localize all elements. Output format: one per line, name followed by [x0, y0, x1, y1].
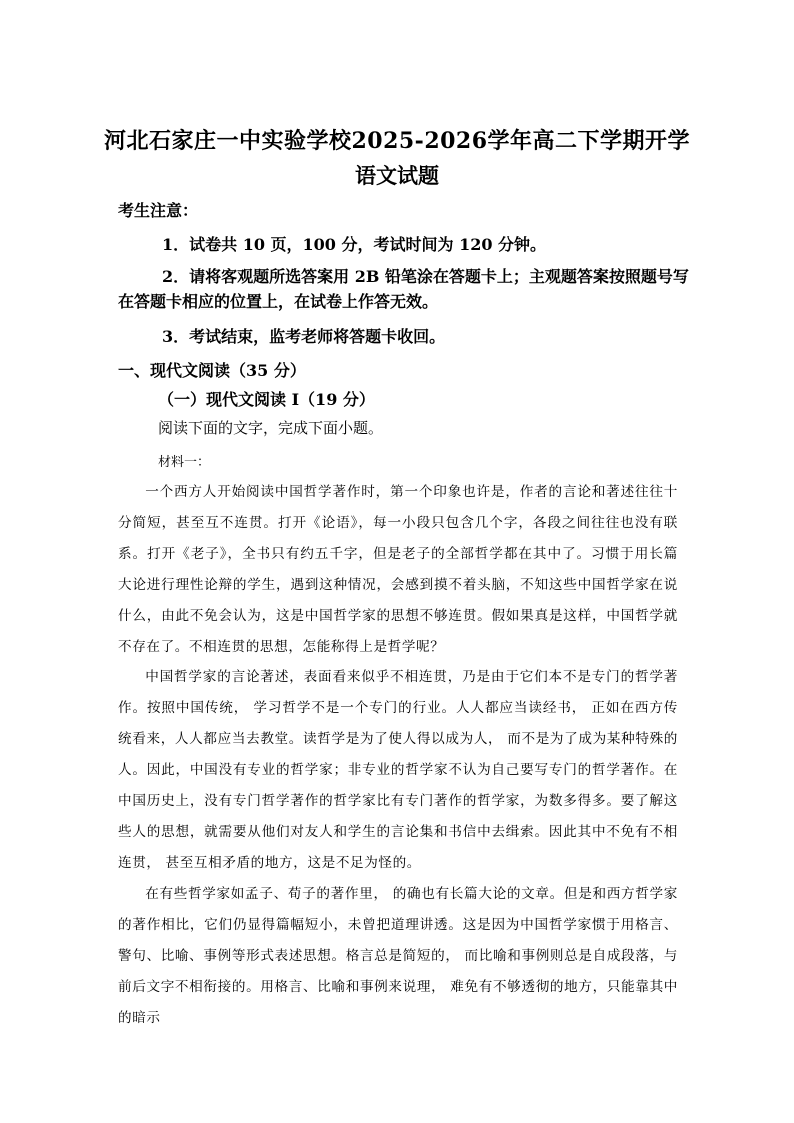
notice-item-1: 1．试卷共 10 页，100 分，考试时间为 120 分钟。 — [162, 235, 547, 254]
notice-heading: 考生注意： — [118, 201, 199, 220]
passage-paragraph-2: 中国哲学家的言论著述，表面看来似乎不相连贯，乃是由于它们本不是专门的哲学著作。按照中国传统， 学习哲学不是一个专门的行业。人人都应当读经书， 正如在西方传统看来，人人都应当去教堂。读哲学是为了使人得以成为人， 而不是为了成为某种特殊的人。因此，中国没有专业的哲学家；非专业的哲学家不认为自己要写专门的哲学著作。在中国历史上，没有专门哲学著作的哲学家比有专门著作的哲学家，为数多得多。要了解这些人的思想，就需要从他们对友人和学生的言论集和书信中去缉索。因此其中不免有不相连贯， 甚至互相矛盾的地方，这是不足为怪的。 — [118, 669, 678, 871]
section-heading: 一、现代文阅读（35 分） — [118, 361, 306, 380]
notice-item-2-line-1: 2．请将客观题所选答案用 2B 铅笔涂在答题卡上；主观题答案按照题号写 — [162, 267, 689, 286]
notice-item-2-line-2: 在答题卡相应的位置上，在试卷上作答无效。 — [118, 292, 439, 311]
passage-paragraph-1: 一个西方人开始阅读中国哲学著作时，第一个印象也许是，作者的言论和著述往往十分简短，甚至互不连贯。打开《论语》，每一小段只包含几个字，各段之间往往也没有联系。打开《老子》，全书只有约五千字，但是老子的全部哲学都在其中了。习惯于用长篇大论进行理性论辩的学生，遇到这种情况，会感到摸不着头脑，不知这些中国哲学家在说什么，由此不免会认为，这是中国哲学家的思想不够连贯。假如果真是这样，中国哲学就不存在了。不相连贯的思想，怎能称得上是哲学呢？ — [118, 484, 678, 655]
notice-item-3: 3．考试结束，监考老师将答题卡收回。 — [162, 327, 446, 346]
subsection-heading: （一）现代文阅读 I（19 分） — [158, 390, 375, 409]
passage-paragraph-3: 在有些哲学家如孟子、荀子的著作里， 的确也有长篇大论的文章。但是和西方哲学家的著作相比，它们仍显得篇幅短小，未曾把道理讲透。这是因为中国哲学家惯于用格言、警句、比喻、事例等形式表述思想。格言总是简短的， 而比喻和事例则总是自成段落，与前后文字不相衔接的。用格言、比喻和事例来说理， 难免有不够透彻的地方，只能靠其中的暗示 — [118, 886, 678, 1026]
material-label: 材料一： — [158, 455, 211, 470]
exam-subtitle: 语文试题 — [355, 163, 439, 188]
exam-title: 河北石家庄一中实验学校2025-2026学年高二下学期开学 — [103, 128, 691, 154]
reading-instruction: 阅读下面的文字，完成下面小题。 — [158, 419, 384, 437]
